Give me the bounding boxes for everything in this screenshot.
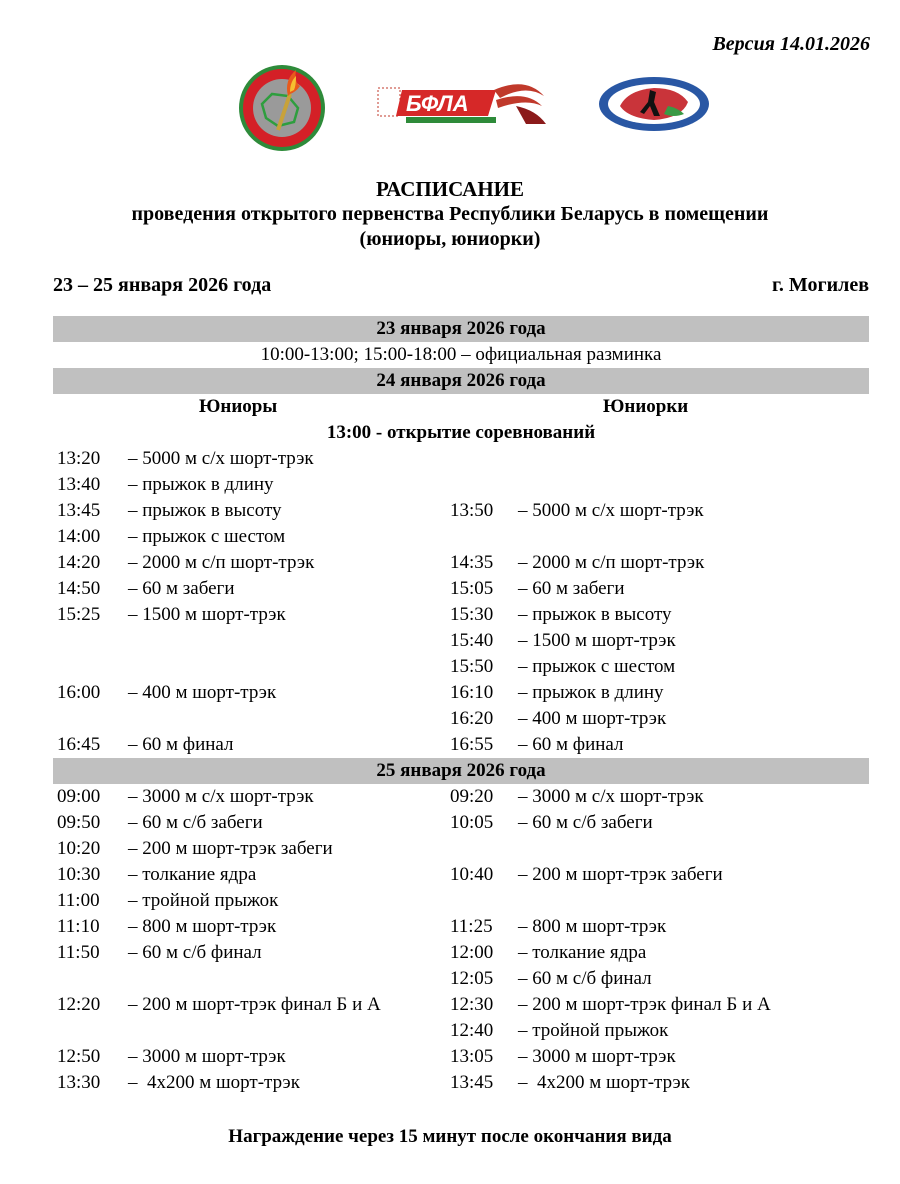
time-juniors-women: 10:40: [450, 864, 494, 885]
time-juniors-women: 13:50: [450, 500, 494, 521]
time-juniors-men: 13:45: [57, 500, 101, 521]
event-juniors-men: – 3000 м шорт-трэк: [128, 1046, 286, 1067]
schedule-row: [53, 628, 869, 654]
event-juniors-women: – 60 м с/б забеги: [518, 812, 653, 833]
event-juniors-men: – 60 м финал: [128, 734, 234, 755]
column-headers: [53, 394, 869, 420]
time-juniors-women: 14:35: [450, 552, 494, 573]
day-25-events: [53, 784, 869, 1096]
event-juniors-women: – тройной прыжок: [518, 1020, 669, 1041]
event-juniors-men: – толкание ядра: [128, 864, 257, 885]
time-juniors-women: 16:10: [450, 682, 494, 703]
time-juniors-women: 10:05: [450, 812, 494, 833]
schedule-row: [53, 888, 869, 914]
time-juniors-women: 09:20: [450, 786, 494, 807]
schedule-row: [53, 992, 869, 1018]
time-juniors-women: 11:25: [450, 916, 493, 937]
warmup-note: 10:00-13:00; 15:00-18:00 – официальная разминка: [260, 344, 662, 365]
time-juniors-men: 16:00: [57, 682, 101, 703]
event-juniors-men: – 200 м шорт-трэк забеги: [128, 838, 333, 859]
event-juniors-women: – прыжок в высоту: [518, 604, 672, 625]
time-juniors-men: 11:10: [57, 916, 100, 937]
time-juniors-women: 16:55: [450, 734, 494, 755]
time-juniors-men: 09:00: [57, 786, 101, 807]
event-juniors-men: – 200 м шорт-трэк финал Б и А: [128, 994, 381, 1015]
time-juniors-men: 14:50: [57, 578, 101, 599]
event-juniors-men: – 60 м с/б забеги: [128, 812, 263, 833]
column-header-juniors-men: Юниоры: [199, 396, 278, 417]
event-juniors-women: – 800 м шорт-трэк: [518, 916, 667, 937]
schedule-row: [53, 862, 869, 888]
title-block: [0, 176, 900, 252]
bfla-logo: [376, 76, 552, 128]
schedule-row: [53, 836, 869, 862]
time-juniors-women: 16:20: [450, 708, 494, 729]
time-juniors-men: 12:20: [57, 994, 101, 1015]
schedule-row: [53, 1018, 869, 1044]
schedule: [53, 316, 869, 1096]
time-juniors-men: 13:40: [57, 474, 101, 495]
day-header: 23 января 2026 года: [53, 316, 869, 342]
event-juniors-men: – прыжок с шестом: [128, 526, 286, 547]
event-city: г. Могилев: [772, 274, 869, 296]
event-juniors-men: – 60 м с/б финал: [128, 942, 262, 963]
event-juniors-men: – 1500 м шорт-трэк: [128, 604, 286, 625]
event-juniors-women: – 60 м финал: [518, 734, 624, 755]
day-header: 25 января 2026 года: [53, 758, 869, 784]
document-subtitle: проведения открытого первенства Республики Беларусь в помещении: [131, 203, 769, 225]
event-juniors-men: – 800 м шорт-трэк: [128, 916, 277, 937]
schedule-row: [53, 576, 869, 602]
republican-center-logo: [598, 76, 710, 132]
time-juniors-men: 14:20: [57, 552, 101, 573]
event-juniors-women: – 200 м шорт-трэк финал Б и А: [518, 994, 771, 1015]
column-header-juniors-women: Юниорки: [603, 396, 689, 417]
time-juniors-women: 12:05: [450, 968, 494, 989]
event-juniors-men: – 3000 м с/х шорт-трэк: [128, 786, 314, 807]
event-juniors-women: – 2000 м с/п шорт-трэк: [518, 552, 705, 573]
svg-text:БФЛА: БФЛА: [406, 91, 469, 116]
time-juniors-men: 15:25: [57, 604, 101, 625]
event-juniors-men: – 60 м забеги: [128, 578, 235, 599]
event-juniors-women: – толкание ядра: [518, 942, 647, 963]
time-juniors-men: 12:50: [57, 1046, 101, 1067]
schedule-row: [53, 706, 869, 732]
schedule-row: [53, 966, 869, 992]
schedule-row: [53, 732, 869, 758]
document-subtitle-categories: (юниоры, юниорки): [359, 228, 541, 250]
schedule-row: [53, 446, 869, 472]
ministry-sport-logo: [238, 64, 326, 152]
time-juniors-men: 10:30: [57, 864, 101, 885]
awards-note: Награждение через 15 минут после окончания вида: [228, 1126, 672, 1147]
event-juniors-women: – 200 м шорт-трэк забеги: [518, 864, 723, 885]
event-juniors-women: – прыжок в длину: [518, 682, 664, 703]
time-juniors-women: 13:05: [450, 1046, 494, 1067]
event-juniors-women: – 5000 м с/х шорт-трэк: [518, 500, 704, 521]
opening-ceremony: 13:00 - открытие соревнований: [326, 422, 596, 443]
schedule-row: [53, 524, 869, 550]
schedule-row: [53, 1044, 869, 1070]
event-juniors-women: – 3000 м шорт-трэк: [518, 1046, 676, 1067]
day-24-events: [53, 446, 869, 758]
time-juniors-men: 13:30: [57, 1072, 101, 1093]
event-juniors-women: – 4х200 м шорт-трэк: [518, 1072, 690, 1093]
time-juniors-men: 16:45: [57, 734, 101, 755]
event-juniors-men: – 5000 м с/х шорт-трэк: [128, 448, 314, 469]
time-juniors-men: 14:00: [57, 526, 101, 547]
time-juniors-women: 15:50: [450, 656, 494, 677]
schedule-row: [53, 654, 869, 680]
time-juniors-men: 09:50: [57, 812, 101, 833]
document-title: РАСПИСАНИЕ: [375, 177, 525, 201]
time-juniors-women: 15:30: [450, 604, 494, 625]
day-header: 24 января 2026 года: [53, 368, 869, 394]
time-juniors-women: 12:40: [450, 1020, 494, 1041]
logos-row: [0, 60, 900, 155]
time-juniors-women: 15:05: [450, 578, 494, 599]
schedule-row: [53, 784, 869, 810]
event-juniors-women: – 60 м с/б финал: [518, 968, 652, 989]
event-juniors-women: – 3000 м с/х шорт-трэк: [518, 786, 704, 807]
event-juniors-women: – 400 м шорт-трэк: [518, 708, 667, 729]
schedule-row: [53, 810, 869, 836]
schedule-row: [53, 472, 869, 498]
schedule-row: [53, 914, 869, 940]
time-juniors-men: 11:50: [57, 942, 100, 963]
version-label: Версия 14.01.2026: [712, 33, 870, 55]
time-juniors-women: 12:00: [450, 942, 494, 963]
schedule-row: [53, 1070, 869, 1096]
event-juniors-women: – прыжок с шестом: [518, 656, 676, 677]
schedule-row: [53, 940, 869, 966]
event-juniors-men: – прыжок в высоту: [128, 500, 282, 521]
schedule-row: [53, 680, 869, 706]
event-juniors-men: – 2000 м с/п шорт-трэк: [128, 552, 315, 573]
time-juniors-men: 10:20: [57, 838, 101, 859]
event-juniors-men: – тройной прыжок: [128, 890, 279, 911]
schedule-row: [53, 498, 869, 524]
event-juniors-women: – 60 м забеги: [518, 578, 625, 599]
time-juniors-women: 12:30: [450, 994, 494, 1015]
event-juniors-men: – 400 м шорт-трэк: [128, 682, 277, 703]
event-juniors-men: – прыжок в длину: [128, 474, 274, 495]
event-juniors-women: – 1500 м шорт-трэк: [518, 630, 676, 651]
time-juniors-men: 11:00: [57, 890, 100, 911]
schedule-row: [53, 602, 869, 628]
time-juniors-women: 13:45: [450, 1072, 494, 1093]
event-juniors-men: – 4х200 м шорт-трэк: [128, 1072, 300, 1093]
time-juniors-women: 15:40: [450, 630, 494, 651]
event-dates: 23 – 25 января 2026 года: [53, 274, 272, 296]
schedule-row: [53, 550, 869, 576]
time-juniors-men: 13:20: [57, 448, 101, 469]
